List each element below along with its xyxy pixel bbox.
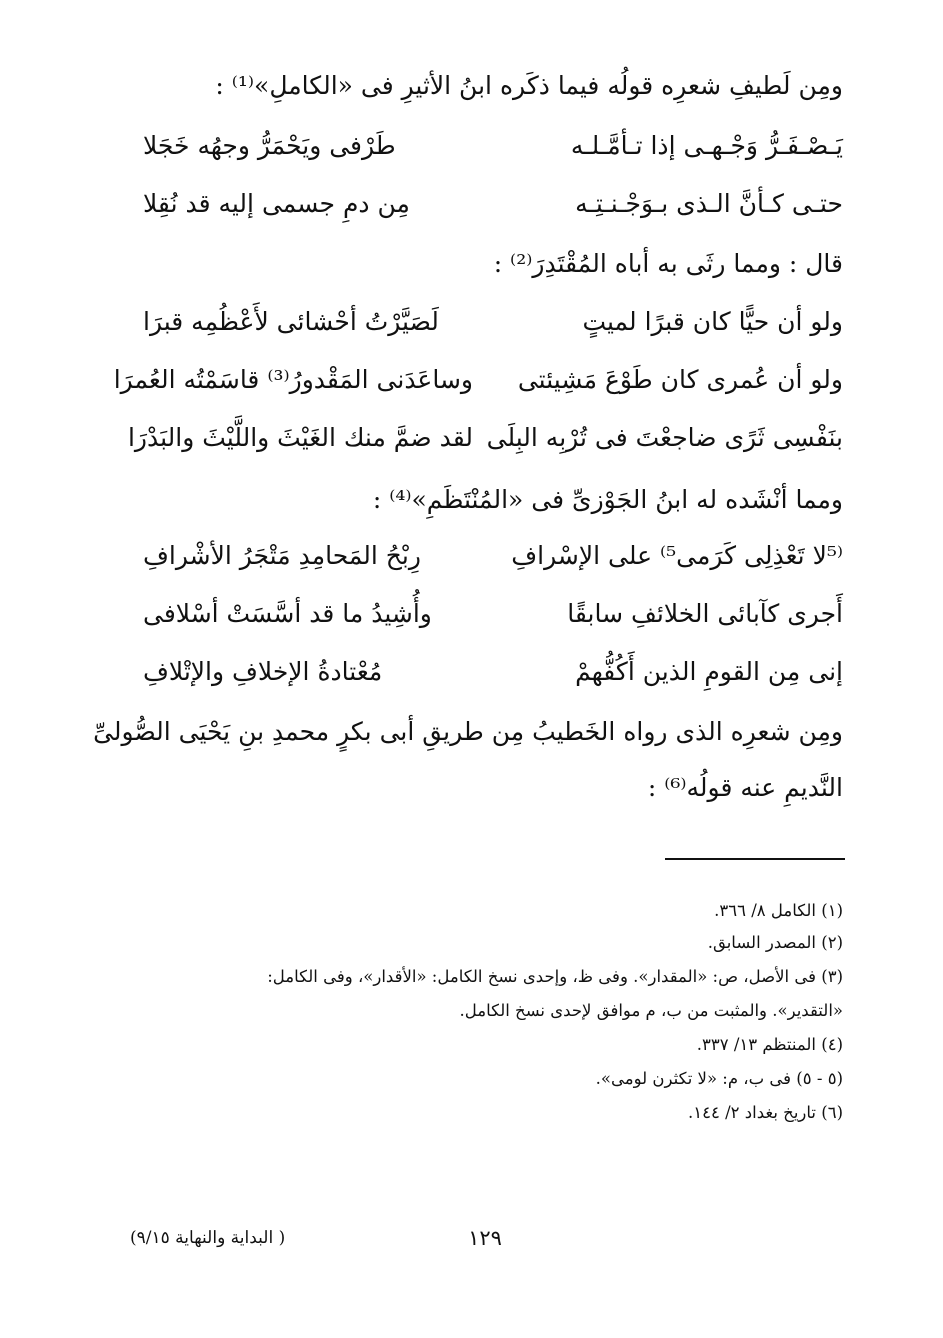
verse-line <box>127 414 843 462</box>
verse-line <box>143 648 843 696</box>
book-title-footer: ( البداية والنهاية ٩/١٥) <box>130 1228 286 1248</box>
verse-line <box>143 532 843 580</box>
verse-line <box>143 122 843 170</box>
footnote-6: (٦) تاريخ بغداد ٢/ ١٤٤. <box>688 1103 843 1122</box>
verse-line <box>143 298 843 346</box>
footnote-1: (١) الكامل ٨/ ٣٦٦. <box>714 901 843 920</box>
intro-paragraph-3: ومما أنْشَده له ابنُ الجَوْزىِّ فى «المُنْتَظَمِ»⁽⁴⁾ : <box>372 485 843 514</box>
first-hemistich: حتـى كـأنَّ الـذى بـوَجْـنـتِـه <box>575 189 843 218</box>
verse-line <box>143 590 843 638</box>
footnote-4: (٤) المنتظم ١٣/ ٣٣٧. <box>696 1035 843 1054</box>
footnote-2: (٢) المصدر السابق. <box>707 933 843 952</box>
verse-line <box>113 356 843 404</box>
page-number: ١٢٩ <box>468 1226 502 1250</box>
footnote-3-continued: «التقدير». والمثبت من ب، م موافق لإحدى نسخ الكامل. <box>459 1001 843 1020</box>
second-hemistich: وساعَدَنى المَقْدورُ⁽³⁾ قاسَمْتُه العُمرَا <box>113 365 473 394</box>
intro-paragraph-2: قال : ومما رثَى به أباه المُقْتَدِرَ⁽²⁾ : <box>493 249 843 278</box>
intro-paragraph-4-line-2: النَّديمِ عنه قولُه⁽⁶⁾ : <box>647 773 843 802</box>
verse-line <box>143 180 843 228</box>
first-hemistich: ولو أن حيًّا كان قبرًا لميتٍ <box>582 307 843 336</box>
first-hemistich: بنَفْسِى ثَرًى ضاجعْتَ فى تُرْبِه البِلَى <box>486 423 843 452</box>
first-hemistich: إنى مِن القومِ الذين أَكُفُّهمْ <box>575 657 843 686</box>
second-hemistich: مُعْتادةُ الإخلافِ والإتْلافِ <box>143 657 383 686</box>
footnote-separator <box>665 858 845 860</box>
second-hemistich: وأُشِيدُ ما قد أسَّسَتْ أسْلافى <box>143 599 432 628</box>
footnote-5: (٥ - ٥) فى ب، م: «لا تكثرن لومى». <box>595 1069 843 1088</box>
second-hemistich: مِن دمِ جسمى إليه قد نُقِلا <box>143 189 410 218</box>
second-hemistich: لَصَيَّرْتُ أحْشائى لأَعْظُمِه قبرَا <box>143 307 439 336</box>
first-hemistich: أَجرى كآبائى الخلائفِ سابقًا <box>567 599 843 628</box>
first-hemistich: ⁽⁵لا تَعْذِلِى كَرَمى⁵⁾ على الإسْرافِ <box>511 541 843 570</box>
first-hemistich: يَـصْـفَـرُّ وَجْـهـى إذا تـأمَّـلـه <box>570 131 843 160</box>
intro-paragraph-1: ومِن لَطيفِ شعرِه قولُه فيما ذكَره ابنُ الأثيرِ فى «الكاملِ»⁽¹⁾ : <box>215 71 843 100</box>
second-hemistich: رِبْحُ المَحامِدِ مَتْجَرُ الأشْرافِ <box>143 541 421 570</box>
second-hemistich: طَرْفى ويَحْمَرُّ وجهُه خَجَلا <box>143 131 396 160</box>
intro-paragraph-4-line-1: ومِن شعرِه الذى رواه الخَطيبُ مِن طريقِ أبى بكرٍ محمدِ بنِ يَحْيَى الصُّولىِّ <box>93 717 843 746</box>
footnote-3: (٣) فى الأصل، ص: «المقدار». وفى ظ، وإحدى نسخ الكامل: «الأقدار»، وفى الكامل: <box>267 967 843 986</box>
second-hemistich: لقد ضمَّ منك الغَيْثَ واللَّيْثَ والبَدْرَا <box>127 423 473 452</box>
first-hemistich: ولو أن عُمرى كان طَوْعَ مَشِيئتى <box>517 365 843 394</box>
